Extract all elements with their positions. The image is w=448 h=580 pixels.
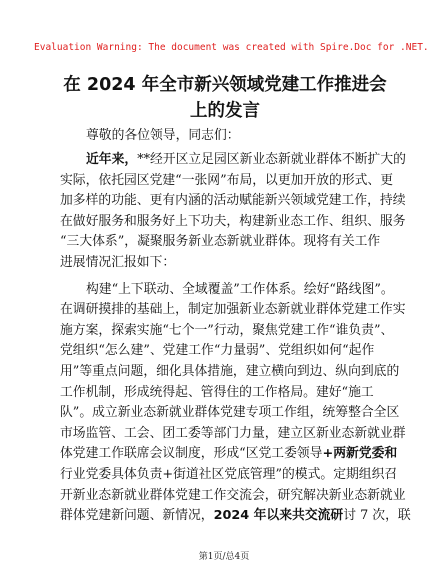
paragraph-line: 体党建工作联席会议制度，形成“区党工委领导+两新党委和: [60, 446, 398, 462]
body-text: [60, 150, 411, 527]
paragraph-line: 队”。成立新业态新就业群体党建专项工作组，统筹整合全区: [60, 405, 400, 421]
paragraph-line: 进展情况汇报如下：: [60, 254, 176, 270]
paragraph-line: 群体党建新问题、新情况，2024 年以来共交流研讨 7 次，联: [60, 508, 411, 524]
bold-phrase: +两新党委和: [322, 446, 398, 462]
paragraph-line: 近年来，**经开区立足园区新业态新就业群体不断扩大的: [86, 152, 406, 167]
lead-phrase: 近年来，: [86, 152, 138, 167]
paragraph-line: 工作机制，形成统得起、管得住的工作格局。建好“施工: [60, 384, 374, 400]
evaluation-warning: Evaluation Warning: The document was created with Spire.Doc for .NET.: [34, 42, 429, 53]
page-title: 在 2024 年全市新兴领域党建工作推进会上的发言: [63, 75, 387, 121]
paragraph-line: 行业党委具体负责+街道社区党底管理”的模式。定期组织召: [60, 466, 398, 482]
paragraph-line: “三大体系”，凝聚服务新业态新就业群体。现将有关工作: [60, 234, 381, 250]
paragraph-line: 开新业态新就业群体党建工作交流会，研究解决新业态新就业: [60, 487, 406, 503]
paragraph-line: 施方案，探索实施“七个一”行动，聚焦党建工作“谁负责”、: [60, 322, 394, 338]
paragraph-line: 党组织“怎么建”、党建工作“力量弱”、党组织如何“起作: [60, 343, 375, 359]
paragraph-line: 实际，依托园区党建“一张网”布局，以更加开放的形式、更: [60, 172, 394, 188]
page-footer: 第1页/总4页: [198, 552, 250, 562]
paragraph-line: 构建“上下联动、全域覆盖”工作体系。绘好“路线图”。: [86, 281, 394, 297]
greeting: 尊敬的各位领导，同志们：: [86, 128, 240, 143]
paragraph-line: 市场监管、工会、团工委等部门力量，建立区新业态新就业群: [60, 425, 406, 441]
paragraph-line: 用”等重点问题，细化具体措施，建立横向到边、纵向到底的: [60, 363, 400, 379]
paragraph-line: 在做好服务和服务好上下功夫，构建新业态工作、组织、服务: [60, 213, 406, 229]
bold-phrase: 2024 年以来共交流研: [213, 508, 344, 524]
paragraph-line: 在调研摸排的基础上，制定加强新业态新就业群体党建工作实: [60, 302, 406, 318]
paragraph-line: 加多样的功能、更有内涵的活动赋能新兴领域党建工作，持续: [60, 193, 406, 209]
